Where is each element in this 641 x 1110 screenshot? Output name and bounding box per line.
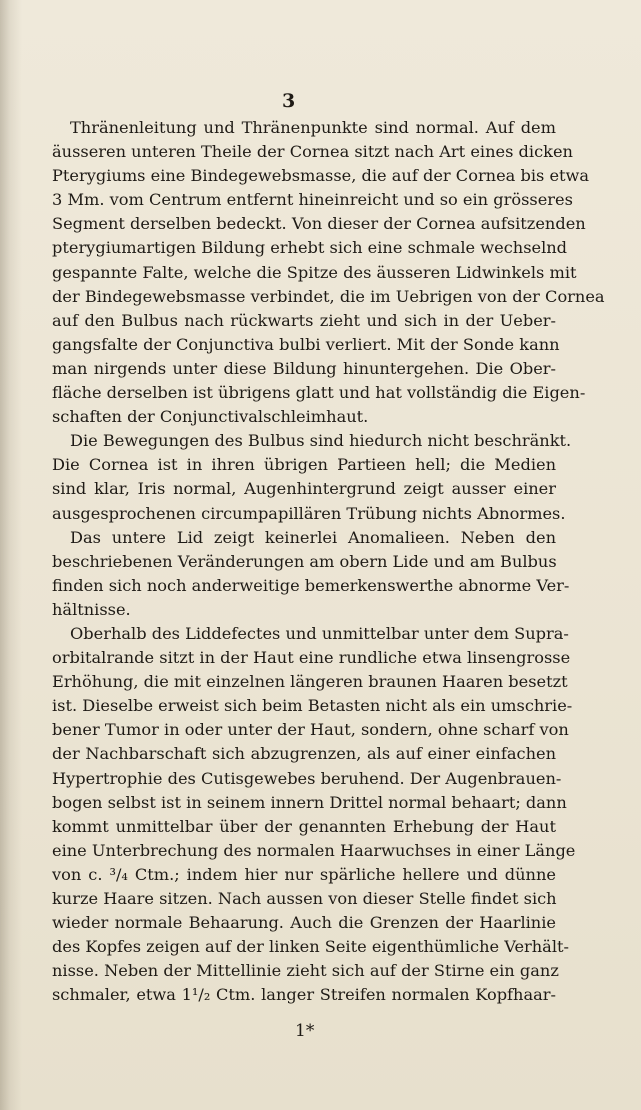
text-line: Thränenleitung und Thränenpunkte sind normal. Auf dem xyxy=(70,118,556,137)
text-line: schaften der Conjunctivalschleimhaut. xyxy=(52,407,369,427)
text-line: Erhöhung, die mit einzelnen längeren braunen Haaren besetzt xyxy=(52,672,568,692)
text-line: Das untere Lid zeigt keinerlei Anomalieen. Neben den xyxy=(70,527,556,547)
text-line: hältnisse. xyxy=(52,599,131,619)
text-line: des Kopfes zeigen auf der linken Seite eigenthümliche Verhält- xyxy=(52,937,569,957)
text-line: wieder normale Behaarung. Auch die Grenzen der Haarlinie xyxy=(52,913,556,933)
text-line: orbitalrande sitzt in der Haut eine rundliche etwa linsengrosse xyxy=(52,648,571,668)
text-line: von c. ³/₄ Ctm.; indem hier nur spärliche hellere und dünne xyxy=(52,864,556,884)
text-line: kurze Haare sitzen. Nach aussen von dieser Stelle findet sich xyxy=(52,889,557,908)
text-line: ist. Dieselbe erweist sich beim Betasten nicht als ein umschrie- xyxy=(52,696,573,716)
text-line: eine Unterbrechung des normalen Haarwuchses in einer Länge xyxy=(52,840,576,860)
text-line: Oberhalb des Liddefectes und unmittelbar unter dem Supra- xyxy=(70,623,569,643)
text-line: Die Bewegungen des Bulbus sind hiedurch nicht beschränkt. xyxy=(70,431,572,451)
text-line: ausgesprochenen circumpapillären Trübung nichts Abnormes. xyxy=(52,503,566,523)
text-line: Hypertrophie des Cutisgewebes beruhend. Der Augenbrauen- xyxy=(52,768,562,788)
text-line: auf den Bulbus nach rückwarts zieht und sich in der Ueber- xyxy=(52,310,556,330)
text-line: beschriebenen Veränderungen am obern Lide und am Bulbus xyxy=(52,551,557,571)
text-line: der Bindegewebsmasse verbindet, die im Uebrigen von der Cornea xyxy=(52,286,605,306)
text-line: kommt unmittelbar über der genannten Erhebung der Haut xyxy=(52,816,556,836)
text-line: bogen selbst ist in seinem innern Drittel normal behaart; dann xyxy=(52,792,567,812)
signature-mark: 1* xyxy=(295,1021,315,1041)
text-line: pterygiumartigen Bildung erhebt sich eine schmale wechselnd xyxy=(52,238,568,258)
text-line: bener Tumor in oder unter der Haut, sondern, ohne scharf von xyxy=(52,720,569,740)
text-line: fläche derselben ist übrigens glatt und hat vollständig die Eigen- xyxy=(52,383,586,403)
text-line: schmaler, etwa 1¹/₂ Ctm. langer Streifen normalen Kopfhaar- xyxy=(52,985,556,1005)
text-line: 3 Mm. vom Centrum entfernt hineinreicht und so ein grösseres xyxy=(52,190,573,210)
text-line: gangsfalte der Conjunctiva bulbi verliert. Mit der Sonde kann xyxy=(52,334,560,354)
text-line: äusseren unteren Theile der Cornea sitzt nach Art eines dicken xyxy=(52,142,573,162)
text-line: sind klar, Iris normal, Augenhintergrund zeigt ausser einer xyxy=(52,479,556,499)
text-line: gespannte Falte, welche die Spitze des äusseren Lidwinkels mit xyxy=(52,262,577,282)
text-line: man nirgends unter diese Bildung hinuntergehen. Die Ober- xyxy=(52,358,556,378)
text-line: Die Cornea ist in ihren übrigen Partieen hell; die Medien xyxy=(52,455,556,475)
text-line: Segment derselben bedeckt. Von dieser der Cornea aufsitzenden xyxy=(52,214,586,234)
text-line: finden sich noch anderweitige bemerkenswerthe abnorme Ver- xyxy=(52,575,570,595)
text-line: der Nachbarschaft sich abzugrenzen, als auf einer einfachen xyxy=(52,744,556,764)
text-line: Pterygiums eine Bindegewebsmasse, die auf der Cornea bis etwa xyxy=(52,166,590,186)
text-line: nisse. Neben der Mittellinie zieht sich auf der Stirne ein ganz xyxy=(52,961,559,981)
body-text xyxy=(52,116,605,1007)
page-number: 3 xyxy=(282,90,296,112)
